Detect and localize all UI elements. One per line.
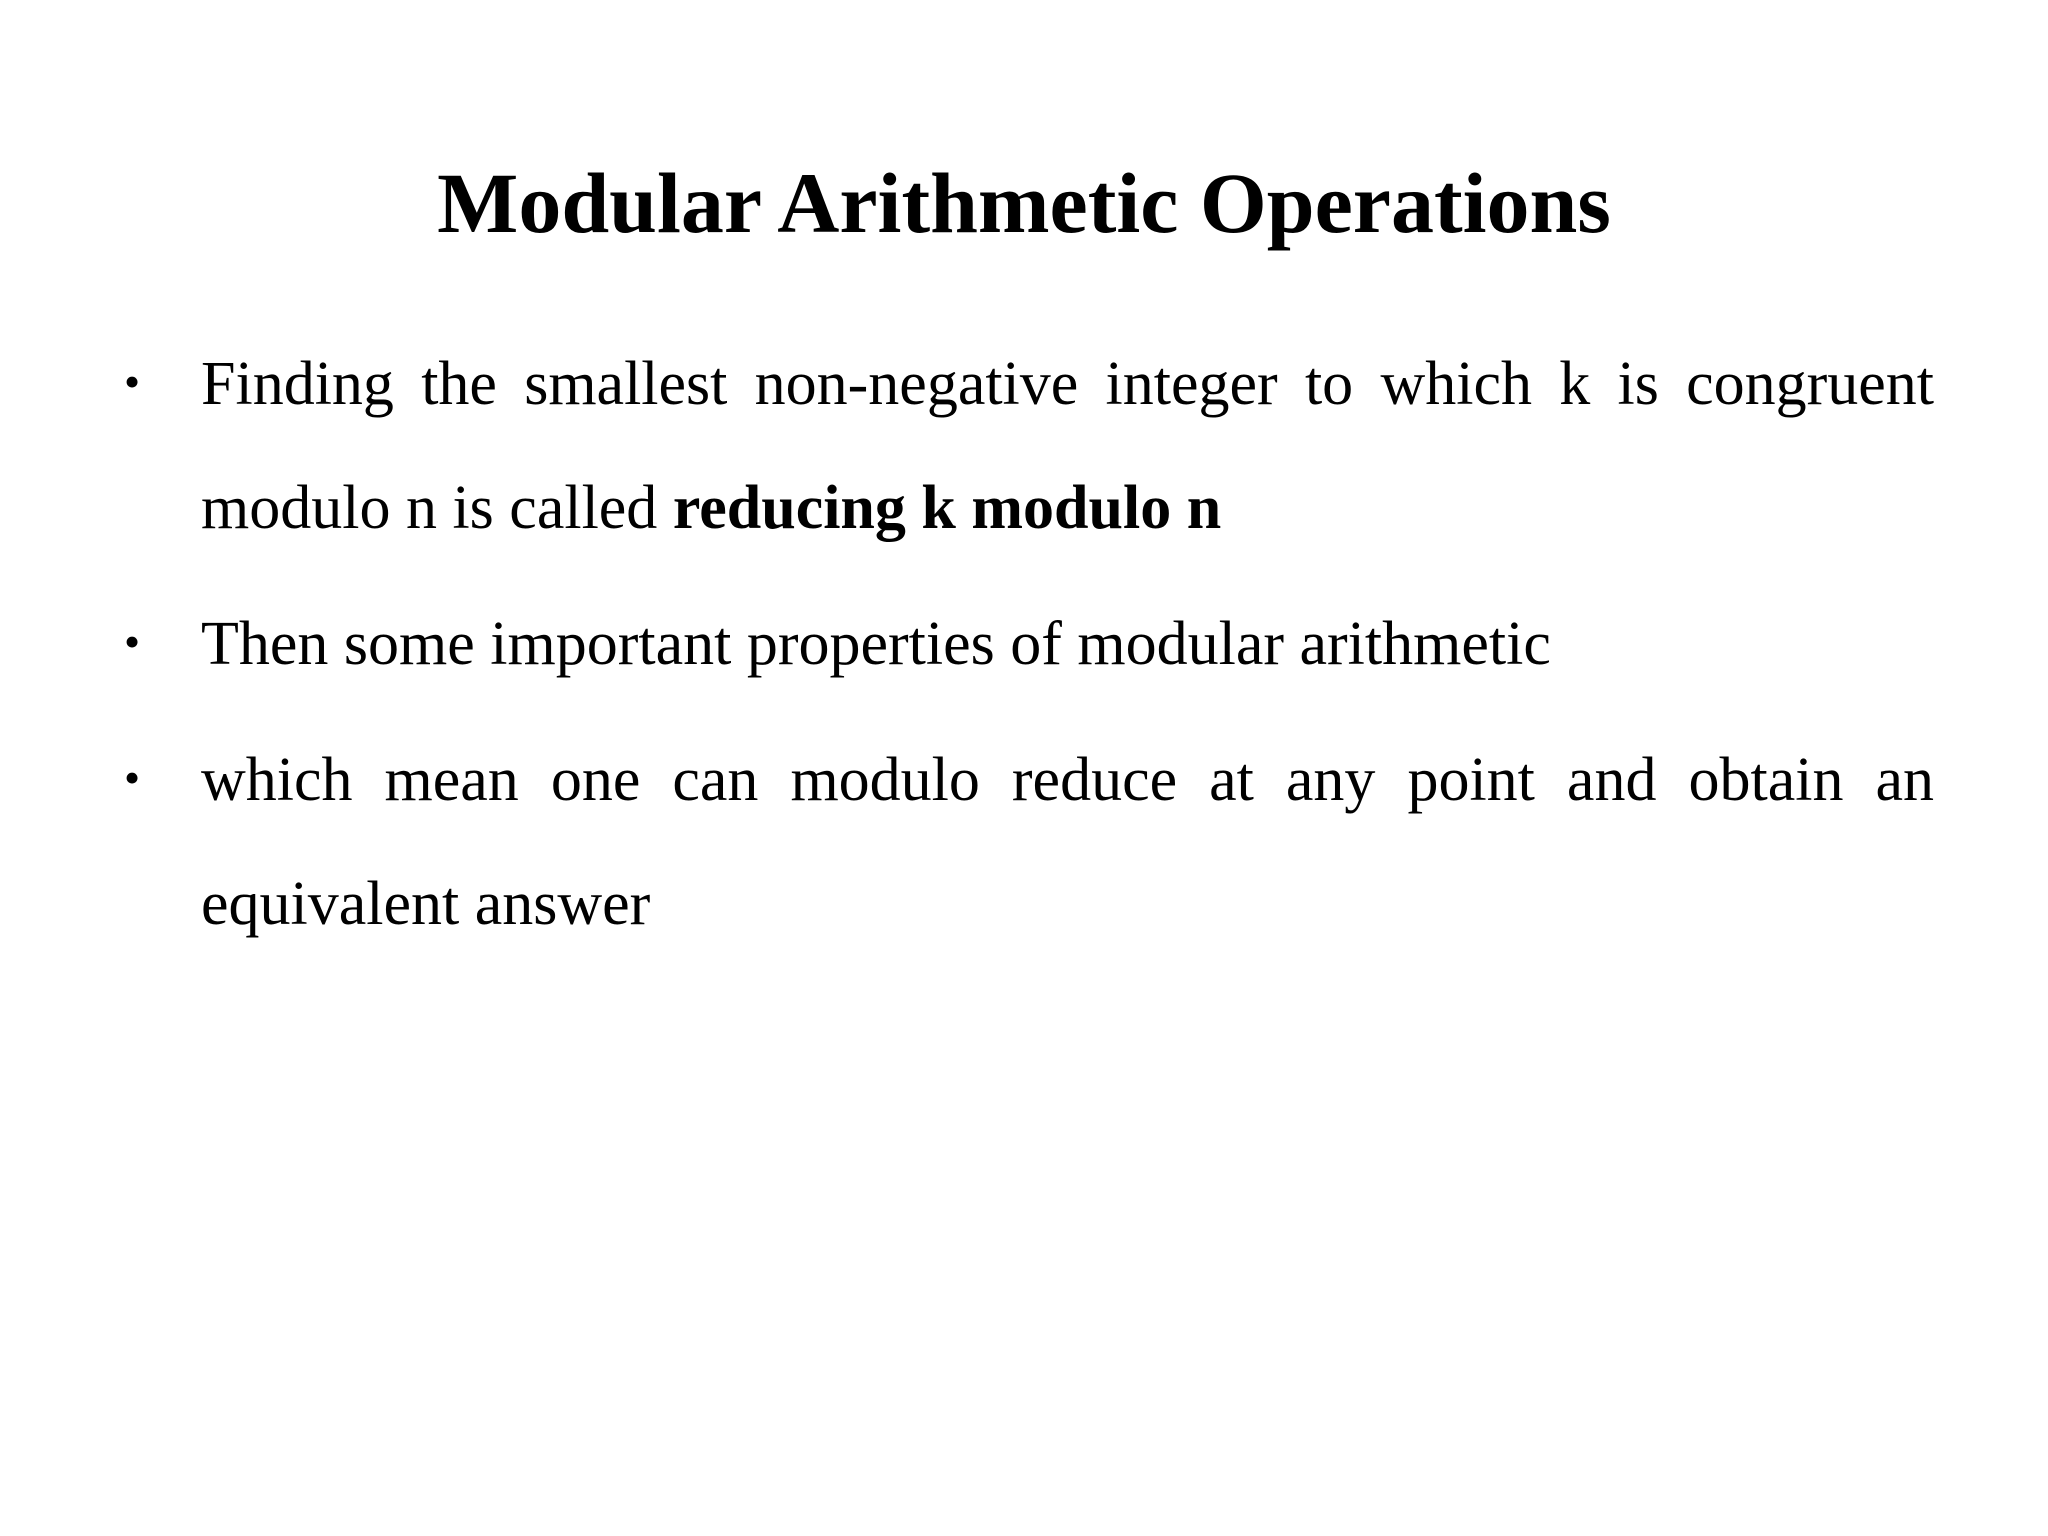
bullet-item-3 [124, 718, 1934, 966]
bullet-text: which mean one can modulo reduce at any point and obtain an equivalent answer [201, 746, 1934, 938]
bullet-icon: • [124, 752, 141, 803]
slide-title: Modular Arithmetic Operations [437, 155, 1611, 251]
bullet-icon: • [124, 356, 141, 407]
bullet-item-2 [124, 582, 1934, 706]
bullet-bold-term: reducing k modulo n [672, 474, 1222, 542]
bullet-text: Finding the smallest non-negative integer to which k is congruent modulo n is called [201, 350, 1934, 542]
bullet-item-1 [124, 322, 1934, 570]
bullet-list [124, 322, 1934, 966]
bullet-icon: • [124, 616, 141, 667]
bullet-text: Then some important properties of modular arithmetic [201, 610, 1551, 678]
